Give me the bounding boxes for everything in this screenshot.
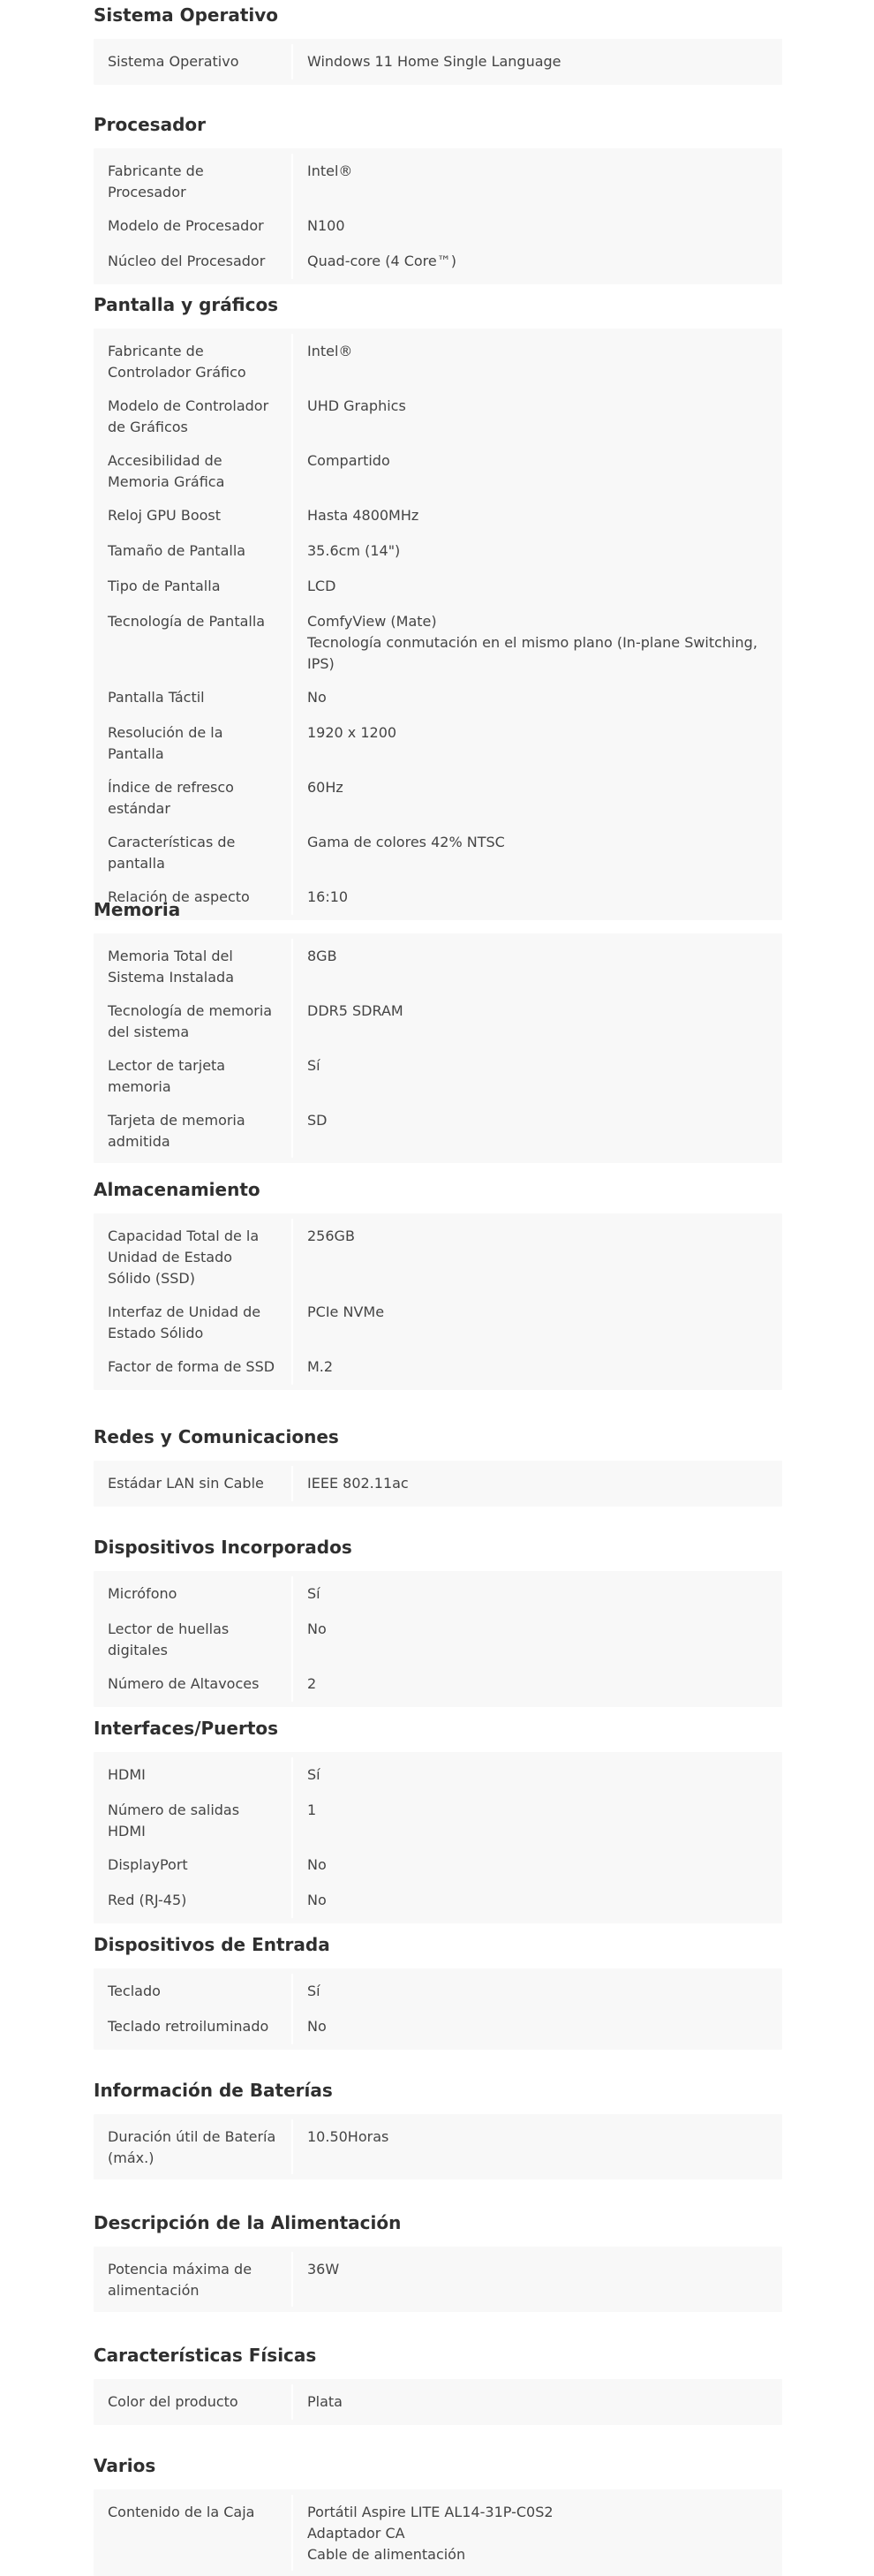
section-title: Almacenamiento bbox=[94, 1179, 260, 1200]
spec-key: Capacidad Total de la Unidad de Estado Sólido (SSD) bbox=[94, 1219, 293, 1295]
spec-key: Potencia máxima de alimentación bbox=[94, 2252, 293, 2307]
spec-value: UHD Graphics bbox=[307, 397, 406, 414]
spec-value: Intel® bbox=[307, 162, 353, 179]
spec-section bbox=[94, 110, 782, 284]
spec-key: Teclado bbox=[94, 1974, 293, 2009]
spec-value: 8GB bbox=[307, 948, 337, 964]
spec-table bbox=[94, 1213, 782, 1390]
spec-table bbox=[94, 1968, 782, 2050]
spec-key: Tecnología de memoria del sistema bbox=[94, 993, 293, 1048]
spec-section bbox=[94, 2208, 782, 2312]
spec-row bbox=[94, 389, 782, 443]
spec-key: Número de Altavoces bbox=[94, 1666, 293, 1702]
spec-value: 2 bbox=[307, 1675, 317, 1692]
spec-value: 10.50Horas bbox=[307, 2128, 389, 2145]
spec-row bbox=[94, 1349, 782, 1385]
spec-row bbox=[94, 680, 782, 715]
spec-key: DisplayPort bbox=[94, 1847, 293, 1883]
spec-table bbox=[94, 1752, 782, 1923]
spec-key: Núcleo del Procesador bbox=[94, 244, 293, 279]
spec-value: No bbox=[307, 1620, 327, 1637]
spec-row bbox=[94, 2252, 782, 2307]
spec-value: IEEE 802.11ac bbox=[307, 1475, 409, 1492]
spec-value: No bbox=[307, 2018, 327, 2035]
spec-row bbox=[94, 1295, 782, 1349]
spec-key: Lector de huellas digitales bbox=[94, 1612, 293, 1666]
spec-section bbox=[94, 1422, 782, 1507]
spec-table bbox=[94, 2247, 782, 2312]
spec-value: 60Hz bbox=[307, 779, 343, 796]
spec-value: No bbox=[307, 1892, 327, 1908]
spec-row bbox=[94, 569, 782, 604]
spec-key: Índice de refresco estándar bbox=[94, 770, 293, 825]
spec-value: SD bbox=[307, 1112, 328, 1129]
spec-key: Relación de aspecto bbox=[94, 880, 293, 915]
spec-key: Resolución de la Pantalla bbox=[94, 715, 293, 770]
spec-value: Gama de colores 42% NTSC bbox=[307, 834, 505, 850]
spec-row bbox=[94, 1103, 782, 1158]
spec-row bbox=[94, 154, 782, 208]
spec-key: Duración útil de Batería (máx.) bbox=[94, 2119, 293, 2174]
spec-row bbox=[94, 1612, 782, 1666]
spec-value: Windows 11 Home Single Language bbox=[307, 53, 561, 70]
spec-value: Quad-core (4 Core™) bbox=[307, 253, 456, 269]
section-title: Dispositivos Incorporados bbox=[94, 1537, 352, 1558]
spec-section bbox=[94, 2451, 782, 2576]
spec-row bbox=[94, 770, 782, 825]
spec-key: Teclado retroiluminado bbox=[94, 2009, 293, 2044]
spec-value: 36W bbox=[307, 2261, 340, 2278]
spec-section bbox=[94, 1930, 782, 2050]
spec-table bbox=[94, 2379, 782, 2425]
spec-row bbox=[94, 533, 782, 569]
spec-row bbox=[94, 498, 782, 533]
spec-row bbox=[94, 1883, 782, 1918]
spec-key: Micrófono bbox=[94, 1576, 293, 1612]
spec-row bbox=[94, 334, 782, 389]
spec-row bbox=[94, 1666, 782, 1702]
spec-key: Fabricante de Procesador bbox=[94, 154, 293, 208]
spec-key: Factor de forma de SSD bbox=[94, 1349, 293, 1385]
spec-value: Plata bbox=[307, 2393, 343, 2410]
spec-value: Portátil Aspire LITE AL14-31P-C0S2 Adaptador CA Cable de alimentación bbox=[307, 2504, 554, 2563]
spec-row bbox=[94, 1974, 782, 2009]
section-title: Pantalla y gráficos bbox=[94, 294, 279, 315]
spec-key: Pantalla Táctil bbox=[94, 680, 293, 715]
spec-key: Reloj GPU Boost bbox=[94, 498, 293, 533]
spec-table bbox=[94, 2114, 782, 2179]
spec-table bbox=[94, 1461, 782, 1507]
spec-row bbox=[94, 1219, 782, 1295]
section-title: Memoria bbox=[94, 899, 181, 920]
spec-key: Tecnología de Pantalla bbox=[94, 604, 293, 680]
spec-row bbox=[94, 2495, 782, 2571]
spec-row bbox=[94, 2384, 782, 2420]
spec-row bbox=[94, 1048, 782, 1103]
section-title: Dispositivos de Entrada bbox=[94, 1934, 330, 1955]
spec-section bbox=[94, 1175, 782, 1390]
spec-table bbox=[94, 2489, 782, 2576]
spec-value: Sí bbox=[307, 1983, 320, 1999]
section-title: Redes y Comunicaciones bbox=[94, 1426, 339, 1447]
spec-row bbox=[94, 825, 782, 880]
spec-value: No bbox=[307, 1856, 327, 1873]
spec-value: No bbox=[307, 689, 327, 706]
spec-value: PCIe NVMe bbox=[307, 1303, 385, 1320]
spec-row bbox=[94, 1847, 782, 1883]
spec-row bbox=[94, 604, 782, 680]
spec-key: Tamaño de Pantalla bbox=[94, 533, 293, 569]
spec-row bbox=[94, 44, 782, 79]
spec-row bbox=[94, 244, 782, 279]
spec-row bbox=[94, 443, 782, 498]
spec-key: Tipo de Pantalla bbox=[94, 569, 293, 604]
spec-section bbox=[94, 2340, 782, 2425]
section-title: Procesador bbox=[94, 114, 207, 135]
spec-value: 1 bbox=[307, 1802, 317, 1818]
spec-key: Tarjeta de memoria admitida bbox=[94, 1103, 293, 1158]
section-title: Varios bbox=[94, 2455, 156, 2476]
spec-section bbox=[94, 1532, 782, 1707]
spec-section bbox=[94, 1713, 782, 1923]
spec-table bbox=[94, 148, 782, 284]
spec-value: LCD bbox=[307, 578, 336, 594]
spec-value: Sí bbox=[307, 1585, 320, 1602]
spec-key: Modelo de Controlador de Gráficos bbox=[94, 389, 293, 443]
section-title: Características Físicas bbox=[94, 2345, 317, 2366]
spec-key: Características de pantalla bbox=[94, 825, 293, 880]
spec-key: Sistema Operativo bbox=[94, 44, 293, 79]
spec-key: Accesibilidad de Memoria Gráfica bbox=[94, 443, 293, 498]
section-title: Descripción de la Alimentación bbox=[94, 2212, 402, 2233]
spec-table bbox=[94, 1571, 782, 1707]
spec-row bbox=[94, 993, 782, 1048]
spec-key: Lector de tarjeta memoria bbox=[94, 1048, 293, 1103]
spec-row bbox=[94, 208, 782, 244]
spec-section bbox=[94, 0, 782, 85]
spec-value: 1920 x 1200 bbox=[307, 724, 397, 741]
spec-value: DDR5 SDRAM bbox=[307, 1002, 403, 1019]
spec-key: Estádar LAN sin Cable bbox=[94, 1466, 293, 1501]
section-title: Interfaces/Puertos bbox=[94, 1718, 279, 1739]
spec-value: Hasta 4800MHz bbox=[307, 507, 419, 524]
spec-section bbox=[94, 290, 782, 920]
spec-row bbox=[94, 1466, 782, 1501]
spec-key: Memoria Total del Sistema Instalada bbox=[94, 939, 293, 993]
spec-value: Intel® bbox=[307, 343, 353, 359]
spec-table bbox=[94, 39, 782, 85]
spec-key: Interfaz de Unidad de Estado Sólido bbox=[94, 1295, 293, 1349]
spec-key: Número de salidas HDMI bbox=[94, 1793, 293, 1847]
spec-section bbox=[94, 2075, 782, 2179]
spec-value: 16:10 bbox=[307, 888, 349, 905]
spec-key: Contenido de la Caja bbox=[94, 2495, 293, 2571]
spec-key: Color del producto bbox=[94, 2384, 293, 2420]
spec-row bbox=[94, 1757, 782, 1793]
section-title: Sistema Operativo bbox=[94, 4, 279, 26]
spec-value: N100 bbox=[307, 217, 345, 234]
spec-row bbox=[94, 1576, 782, 1612]
spec-value: Compartido bbox=[307, 452, 390, 469]
spec-row bbox=[94, 2009, 782, 2044]
spec-section bbox=[94, 895, 782, 1163]
spec-row bbox=[94, 939, 782, 993]
section-title: Información de Baterías bbox=[94, 2080, 333, 2101]
spec-table bbox=[94, 933, 782, 1163]
spec-value: Sí bbox=[307, 1766, 320, 1783]
spec-key: Modelo de Procesador bbox=[94, 208, 293, 244]
spec-row bbox=[94, 1793, 782, 1847]
spec-table bbox=[94, 329, 782, 920]
spec-value: M.2 bbox=[307, 1358, 334, 1375]
spec-value: 35.6cm (14") bbox=[307, 542, 401, 559]
spec-key: HDMI bbox=[94, 1757, 293, 1793]
spec-row bbox=[94, 715, 782, 770]
spec-value: Sí bbox=[307, 1057, 320, 1074]
spec-row bbox=[94, 2119, 782, 2174]
spec-key: Red (RJ-45) bbox=[94, 1883, 293, 1918]
spec-value: ComfyView (Mate) Tecnología conmutación en el mismo plano (In-plane Switching, IPS) bbox=[307, 613, 757, 672]
spec-key: Fabricante de Controlador Gráfico bbox=[94, 334, 293, 389]
spec-value: 256GB bbox=[307, 1228, 355, 1244]
